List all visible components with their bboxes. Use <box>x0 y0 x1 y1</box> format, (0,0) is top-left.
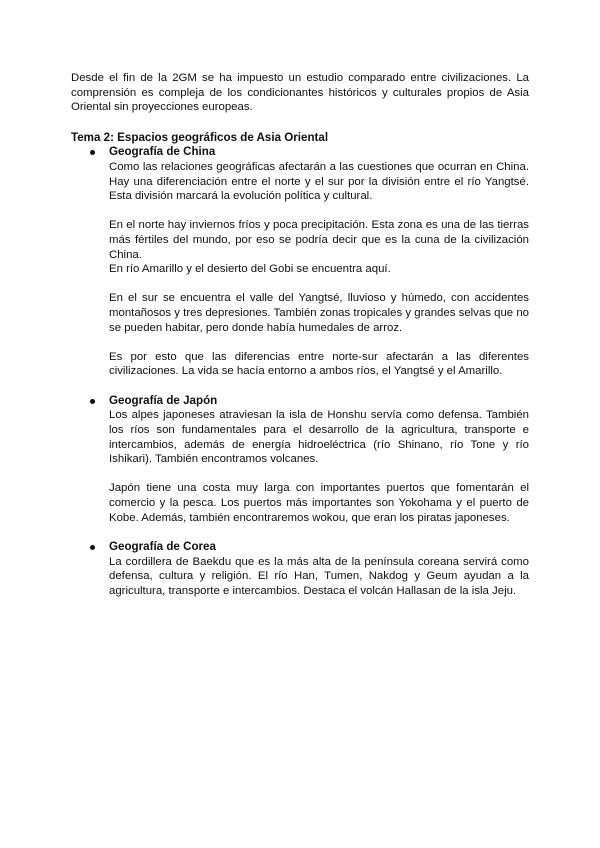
document-page <box>71 71 529 614</box>
section-title: Geografía de China <box>109 145 216 159</box>
paragraph: La cordillera de Baekdu que es la más alta de la península coreana servirá como defensa, cultura y religión. El río Han, Tumen, Nakdog y Geum ayudan a la agricultura, transporte e intercambios. Destaca el volcán Hallasan de la isla Jeju. <box>109 555 529 597</box>
section-china <box>71 145 529 379</box>
topic-heading: Tema 2: Espacios geográficos de Asia Oriental <box>71 130 329 144</box>
paragraph: En el sur se encuentra el valle del Yangtsé, lluvioso y húmedo, con accidentes montañosos y tres depresiones. También zonas tropicales y grandes selvas que no se pueden habitar, pero donde había humedales de arroz. <box>109 292 529 334</box>
paragraph: Como las relaciones geográficas afectarán a las cuestiones que ocurran en China. Hay una diferenciación entre el norte y el sur por la división entre el río Yangtsé. Esta división marcará la evolución política y cultural. <box>109 160 529 203</box>
section-korea <box>71 540 529 598</box>
bullet-icon <box>90 399 95 404</box>
paragraph: Los alpes japoneses atraviesan la isla de Honshu servía como defensa. También los ríos son fundamentales para el desarrollo de la agricultura, transporte e intercambios, además de energía hidroeléctrica (río Shinano, río Tone y río Ishikari). También encontramos volcanes. <box>109 409 529 466</box>
paragraph: En el norte hay inviernos fríos y poca precipitación. Esta zona es una de las tierras más fértiles del mundo, por eso se podría decir que es la cuna de la civilización China. <box>109 219 529 261</box>
section-title: Geografía de Corea <box>109 540 216 554</box>
paragraph: Japón tiene una costa muy larga con importantes puertos que fomentarán el comercio y la pesca. Los puertos más importantes son Yokohama y el puerto de Kobe. Además, también encontraremos wokou, que eran los piratas japoneses. <box>109 482 529 524</box>
paragraph: Es por esto que las diferencias entre norte-sur afectarán a las diferentes civilizaciones. La vida se hacía entorno a ambos ríos, el Yangtsé y el Amarillo. <box>109 350 529 378</box>
paragraph: En río Amarillo y el desierto del Gobi se encuentra aquí. <box>109 263 391 276</box>
section-japan <box>71 394 529 525</box>
bullet-icon <box>90 150 95 155</box>
intro-paragraph: Desde el fin de la 2GM se ha impuesto un estudio comparado entre civilizaciones. La comprensión es compleja de los condicionantes históricos y culturales propios de Asia Oriental sin proyecciones europeas. <box>71 72 529 114</box>
section-title: Geografía de Japón <box>109 393 218 407</box>
bullet-icon <box>90 545 95 550</box>
